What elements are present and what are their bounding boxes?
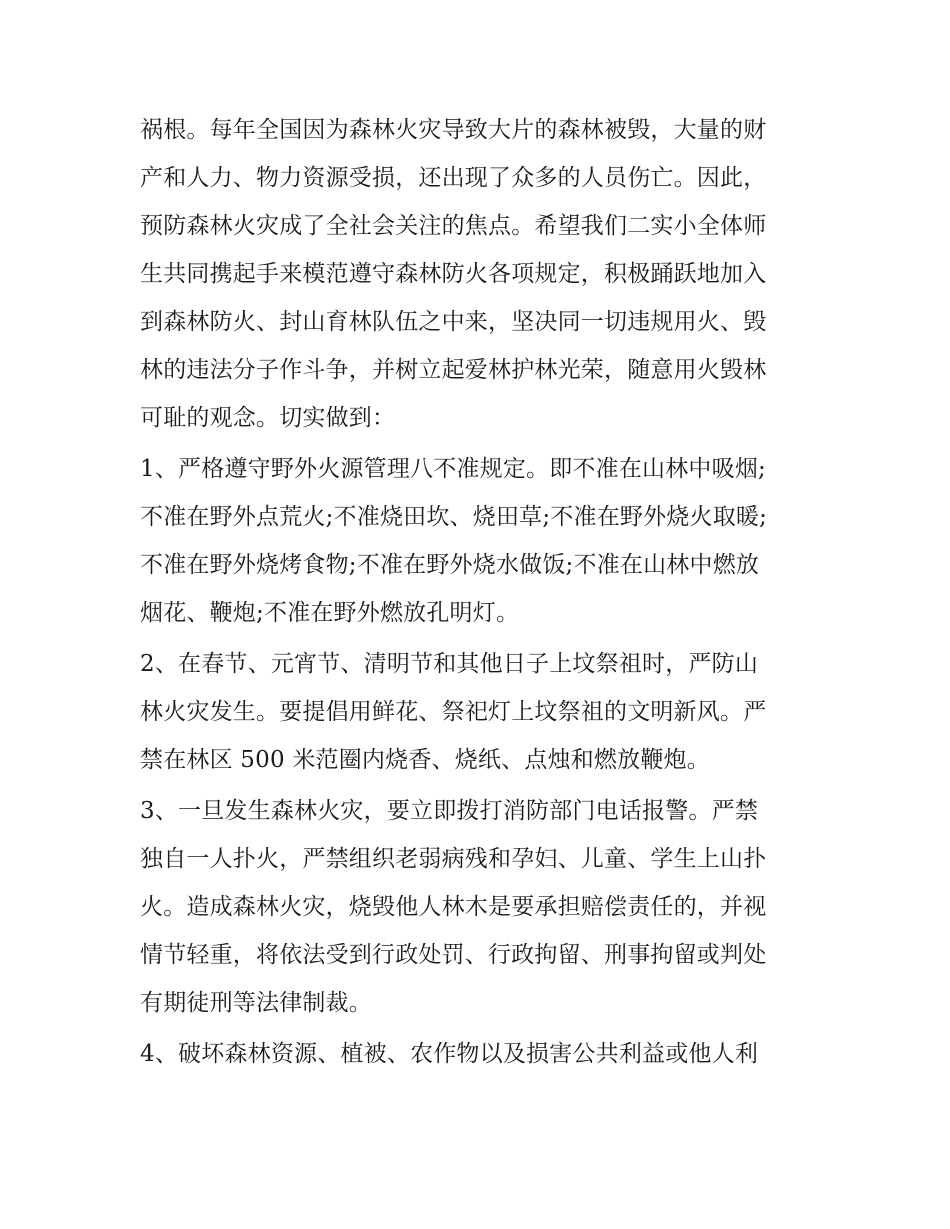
text-line: 有期徒刑等法律制裁。 (140, 990, 372, 1016)
text-line: 林的违法分子作斗争，并树立起爱林护林光荣，随意用火毁林 (140, 357, 767, 383)
text-line: 生共同携起手来模范遵守森林防火各项规定，积极踊跃地加入 (140, 261, 767, 287)
paragraph-item-3 (140, 787, 820, 1027)
text-line: 祸根。每年全国因为森林火灾导致大片的森林被毁，大量的财 (140, 117, 767, 143)
paragraph-item-2 (140, 640, 820, 784)
text-line: 4、破坏森林资源、植被、农作物以及损害公共利益或他人利 (140, 1041, 759, 1067)
text-line: 不准在野外烧烤食物;不准在野外烧水做饭;不准在山林中燃放 (140, 552, 760, 578)
text-line: 禁在林区 500 米范圈内烧香、烧纸、点烛和燃放鞭炮。 (140, 747, 710, 773)
text-line: 烟花、鞭炮;不准在野外燃放孔明灯。 (140, 600, 520, 626)
text-line: 3、一旦发生森林火灾，要立即拨打消防部门电话报警。严禁 (140, 798, 759, 824)
text-line: 2、在春节、元宵节、清明节和其他日子上坟祭祖时，严防山 (140, 651, 759, 677)
text-line: 产和人力、物力资源受损，还出现了众多的人员伤亡。因此， (140, 165, 767, 191)
text-line: 情节轻重，将依法受到行政处罚、行政拘留、刑事拘留或判处 (140, 942, 767, 968)
text-line: 预防森林火灾成了全社会关注的焦点。希望我们二实小全体师 (140, 213, 767, 239)
paragraph-intro (140, 106, 820, 442)
text-line: 到森林防火、封山育林队伍之中来，坚决同一切违规用火、毁 (140, 309, 767, 335)
text-line: 不准在野外点荒火;不准烧田坎、烧田草;不准在野外烧火取暖; (140, 504, 768, 530)
document-body (140, 106, 820, 1078)
text-line: 可耻的观念。切实做到： (140, 405, 396, 431)
text-line: 林火灾发生。要提倡用鲜花、祭祀灯上坟祭祖的文明新风。严 (140, 699, 767, 725)
text-line: 火。造成森林火灾，烧毁他人林木是要承担赔偿责任的，并视 (140, 894, 767, 920)
text-line: 1、严格遵守野外火源管理八不准规定。即不准在山林中吸烟; (140, 456, 766, 482)
paragraph-item-4 (140, 1030, 820, 1078)
paragraph-item-1 (140, 445, 820, 637)
text-line: 独自一人扑火，严禁组织老弱病残和孕妇、儿童、学生上山扑 (140, 846, 767, 872)
